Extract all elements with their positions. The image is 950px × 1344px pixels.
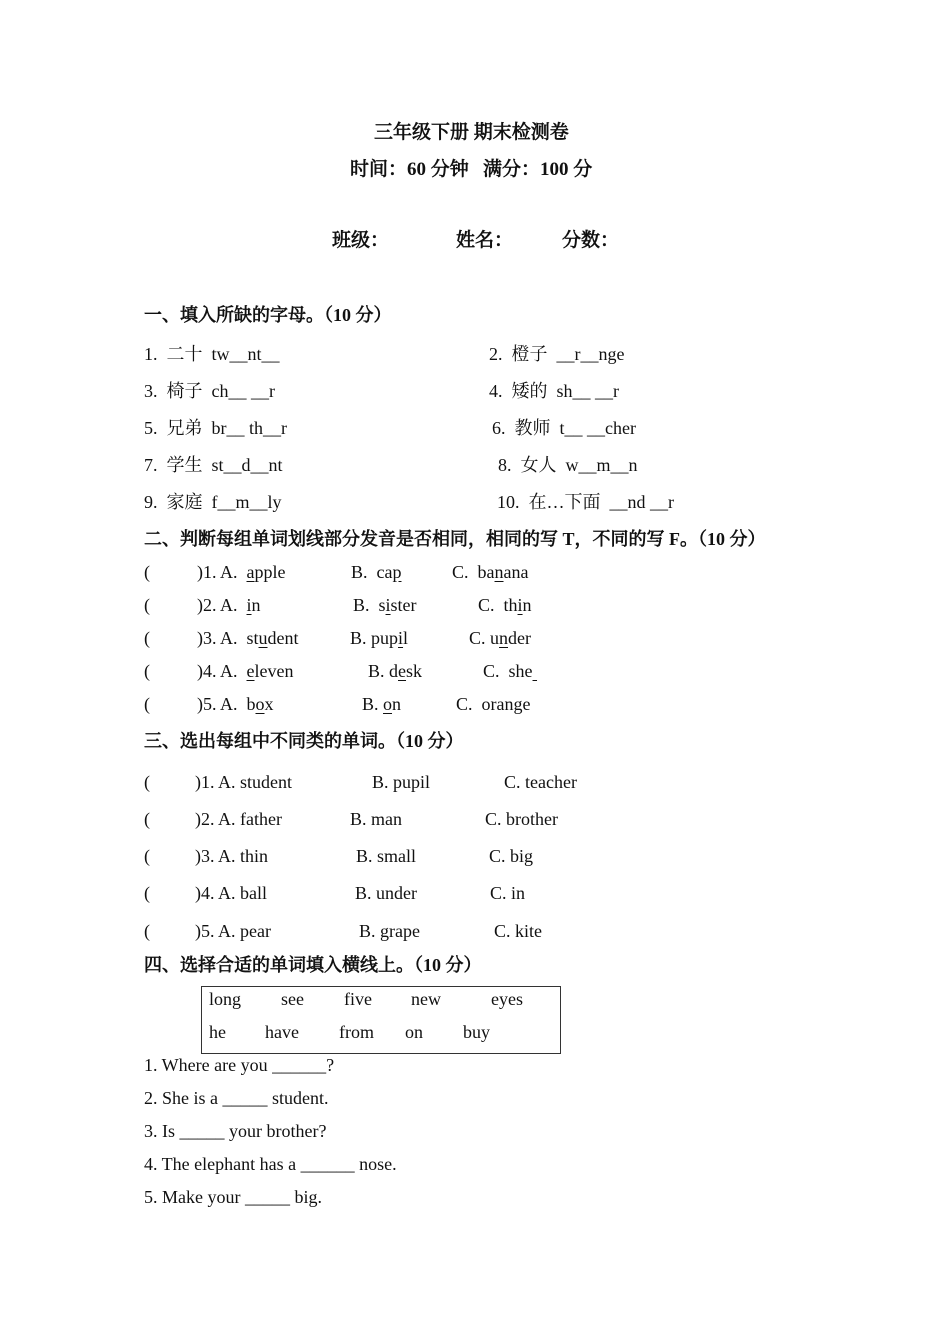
- s3-row-1-b: B. pupil: [372, 772, 431, 792]
- class-label: 班级：: [332, 230, 390, 251]
- word-bank-word: have: [265, 1022, 299, 1042]
- s2-row-1-paren: (: [144, 562, 150, 582]
- s2-row-1-b: B. cap: [351, 562, 402, 582]
- s1-item-10: 10. 在…下面 __nd __r: [497, 492, 674, 512]
- s1-item-1: 1. 二十 tw__nt__: [144, 344, 280, 364]
- section2-heading: 二、判断每组单词划线部分发音是否相同，相同的写 T，不同的写 F。（10 分）: [144, 529, 766, 549]
- s2-row-5-c: C. orange: [456, 694, 531, 714]
- s2-row-3-b: B. pupil: [350, 628, 409, 648]
- s1-item-4: 4. 矮的 sh__ __r: [489, 381, 619, 401]
- s3-row-1-paren: (: [144, 772, 150, 792]
- s3-row-3-paren: (: [144, 846, 150, 866]
- s2-row-2-b: B. sister: [353, 595, 417, 615]
- s3-row-3-c: C. big: [489, 846, 534, 866]
- s3-row-2-c: C. brother: [485, 809, 558, 829]
- s4-sentence-2: 2. She is a _____ student.: [144, 1088, 329, 1108]
- s1-item-3: 3. 椅子 ch__ __r: [144, 381, 275, 401]
- s4-sentence-5: 5. Make your _____ big.: [144, 1187, 322, 1207]
- word-bank-word: buy: [463, 1022, 490, 1042]
- s3-row-3-a: )3. A. thin: [195, 846, 269, 866]
- s3-row-5-paren: (: [144, 921, 150, 941]
- s2-row-1-a: )1. A. apple: [197, 562, 286, 582]
- s3-row-4-c: C. in: [490, 883, 526, 903]
- word-bank-word: long: [209, 989, 242, 1009]
- s2-row-2-c: C. thin: [478, 595, 532, 615]
- word-bank-word: from: [339, 1022, 374, 1042]
- s2-row-4-paren: (: [144, 661, 150, 681]
- s1-item-8: 8. 女人 w__m__n: [498, 455, 638, 475]
- s3-row-5-b: B. grape: [359, 921, 420, 941]
- word-bank-word: he: [209, 1022, 226, 1042]
- s2-row-1-c: C. banana: [452, 562, 529, 582]
- s2-row-5-b: B. on: [362, 694, 402, 714]
- s1-item-6: 6. 教师 t__ __cher: [492, 418, 636, 438]
- s3-row-1-c: C. teacher: [504, 772, 577, 792]
- s2-row-4-c: C. she: [483, 661, 533, 681]
- section1-heading: 一、填入所缺的字母。（10 分）: [144, 305, 392, 325]
- s2-row-4-b: B. desk: [368, 661, 423, 681]
- section3-heading: 三、选出每组中不同类的单词。（10 分）: [144, 731, 464, 751]
- s4-sentence-3: 3. Is _____ your brother?: [144, 1121, 327, 1141]
- time-info: 时间：60 分钟 满分：100 分: [350, 159, 593, 180]
- s1-item-7: 7. 学生 st__d__nt: [144, 455, 283, 475]
- s2-row-2-a: )2. A. in: [197, 595, 261, 615]
- word-bank-word: eyes: [491, 989, 523, 1009]
- s4-sentence-4: 4. The elephant has a ______ nose.: [144, 1154, 397, 1174]
- s3-row-5-c: C. kite: [494, 921, 542, 941]
- s2-row-3-paren: (: [144, 628, 150, 648]
- s1-item-2: 2. 橙子 __r__nge: [489, 344, 625, 364]
- s4-sentence-1: 1. Where are you ______?: [144, 1055, 335, 1075]
- s3-row-2-b: B. man: [350, 809, 402, 829]
- score-label: 分数：: [562, 230, 620, 251]
- s2-row-2-paren: (: [144, 595, 150, 615]
- s3-row-1-a: )1. A. student: [195, 772, 292, 792]
- word-bank-word: five: [344, 989, 372, 1009]
- section4-heading: 四、选择合适的单词填入横线上。（10 分）: [144, 955, 482, 975]
- s3-row-5-a: )5. A. pear: [195, 921, 271, 941]
- s3-row-4-paren: (: [144, 883, 150, 903]
- s2-row-4-a: )4. A. eleven: [197, 661, 294, 681]
- s1-item-5: 5. 兄弟 br__ th__r: [144, 418, 287, 438]
- word-bank-word: see: [281, 989, 304, 1009]
- name-label: 姓名：: [456, 230, 514, 251]
- s3-row-4-b: B. under: [355, 883, 417, 903]
- s3-row-4-a: )4. A. ball: [195, 883, 267, 903]
- page-title: 三年级下册 期末检测卷: [374, 122, 569, 143]
- s3-row-3-b: B. small: [356, 846, 417, 866]
- s2-row-5-paren: (: [144, 694, 150, 714]
- s3-row-2-paren: (: [144, 809, 150, 829]
- s2-row-3-c: C. under: [469, 628, 531, 648]
- s2-row-3-a: )3. A. student: [197, 628, 299, 648]
- word-bank-word: on: [405, 1022, 423, 1042]
- s1-item-9: 9. 家庭 f__m__ly: [144, 492, 282, 512]
- s2-row-5-a: )5. A. box: [197, 694, 274, 714]
- word-bank-word: new: [411, 989, 441, 1009]
- s3-row-2-a: )2. A. father: [195, 809, 282, 829]
